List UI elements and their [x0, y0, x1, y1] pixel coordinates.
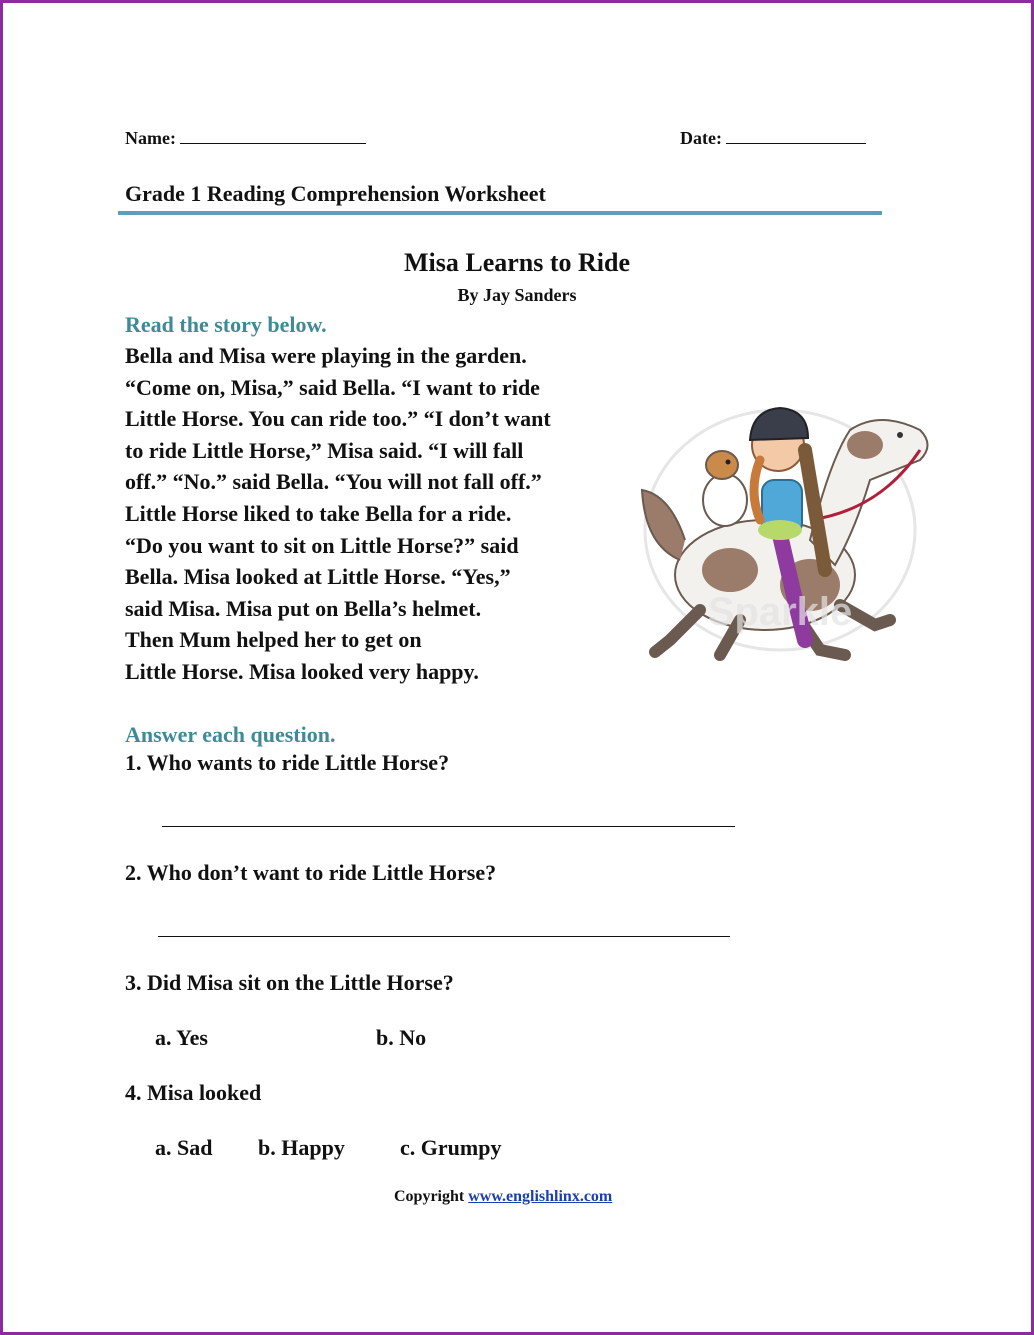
story-author: By Jay Sanders	[457, 285, 577, 305]
story-line: “Do you want to sit on Little Horse?” said	[125, 533, 519, 558]
story-line: Little Horse liked to take Bella for a ride.	[125, 501, 512, 526]
story-title: Misa Learns to Ride	[403, 248, 631, 277]
worksheet-title: Grade 1 Reading Comprehension Worksheet	[125, 181, 546, 206]
q3-option-a[interactable]: a. Yes	[155, 1025, 208, 1050]
q4-option-b[interactable]: b. Happy	[258, 1135, 345, 1160]
copyright-link[interactable]: www.englishlinx.com	[468, 1188, 613, 1205]
name-field	[125, 128, 366, 149]
name-blank-line	[180, 143, 366, 144]
date-label: Date:	[680, 128, 722, 148]
story-line: Bella and Misa were playing in the garden.	[125, 343, 527, 368]
question-1: 1. Who wants to ride Little Horse?	[125, 750, 450, 775]
read-instruction: Read the story below.	[125, 312, 327, 337]
story-line: Little Horse. Misa looked very happy.	[125, 659, 479, 684]
illustration-watermark: Sparkle	[707, 590, 853, 634]
question-3: 3. Did Misa sit on the Little Horse?	[125, 970, 454, 995]
answer-line-2[interactable]	[158, 936, 730, 937]
name-label: Name:	[125, 128, 176, 148]
story-line: Little Horse. You can ride too.” “I don’t want	[125, 406, 551, 431]
q3-option-b[interactable]: b. No	[376, 1025, 427, 1050]
question-4: 4. Misa looked	[125, 1080, 262, 1105]
story-line: Bella. Misa looked at Little Horse. “Yes,”	[125, 564, 511, 589]
girl-riding-horse-illustration	[630, 370, 950, 670]
copyright-footer	[394, 1188, 612, 1206]
header-divider	[118, 211, 882, 215]
answer-line-1[interactable]	[162, 826, 735, 827]
copyright-label: Copyright	[394, 1188, 465, 1205]
story-line: off.” “No.” said Bella. “You will not fall off.”	[125, 469, 542, 494]
story-line: “Come on, Misa,” said Bella. “I want to ride	[125, 375, 540, 400]
q4-option-c[interactable]: c. Grumpy	[400, 1135, 502, 1160]
story-line: to ride Little Horse,” Misa said. “I will fall	[125, 438, 524, 463]
date-blank-line	[726, 143, 866, 144]
question-2: 2. Who don’t want to ride Little Horse?	[125, 860, 497, 885]
date-field	[680, 128, 866, 149]
story-line: Then Mum helped her to get on	[125, 627, 422, 652]
answer-instruction: Answer each question.	[125, 722, 336, 747]
story-line: said Misa. Misa put on Bella’s helmet.	[125, 596, 482, 621]
q4-option-a[interactable]: a. Sad	[155, 1135, 213, 1160]
